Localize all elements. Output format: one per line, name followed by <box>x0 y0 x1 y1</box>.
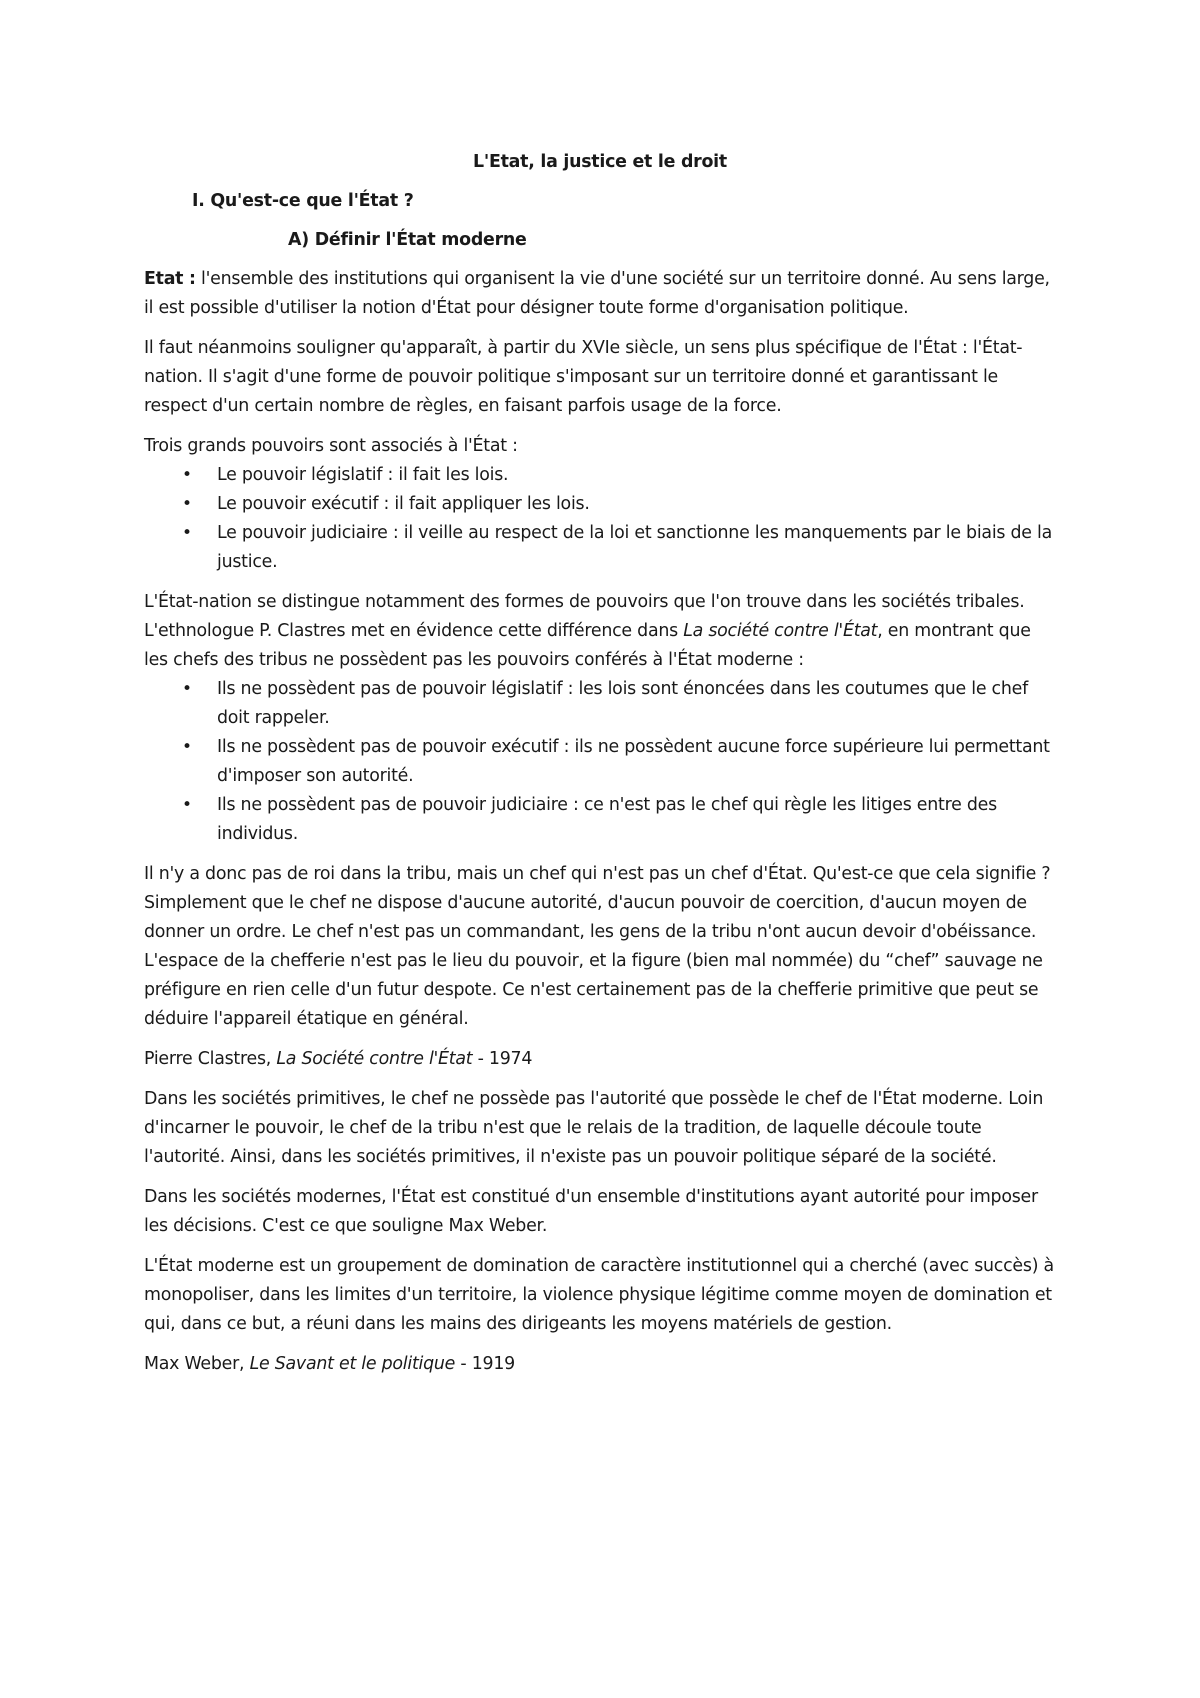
modern-societies-paragraph: Dans les sociétés modernes, l'État est constitué d'un ensemble d'institutions ayant autorité pour imposer les décisions. C'est ce que souligne Max Weber. <box>144 1187 1038 1236</box>
weber-quote: L'État moderne est un groupement de domination de caractère institutionnel qui a cherché (avec succès) à monopoliser, dans les limites d'un territoire, la violence physique légitime comme moyen de domination et qui, dans ce but, a réuni dans les mains des dirigeants les moyens matériels de gestion. <box>144 1256 1054 1334</box>
bullet-icon: • <box>182 465 192 485</box>
list-item <box>144 519 1056 577</box>
citation-work: Le Savant et le politique <box>249 1354 456 1374</box>
clastres-intro-text: L'État-nation se distingue notamment des formes de pouvoirs que l'on trouve dans les sociétés tribales. L'ethnologue P. Clastres met en évidence cette différence dans <box>144 592 1025 641</box>
section-heading-1: I. Qu'est-ce que l'État ? <box>192 191 414 211</box>
clastres-intro-text-end: , en montrant que les chefs des tribus ne possèdent pas les pouvoirs conférés à l'État moderne : <box>144 621 1031 670</box>
document-title: L'Etat, la justice et le droit <box>473 152 727 172</box>
list-item-text: Ils ne possèdent pas de pouvoir judiciaire : ce n'est pas le chef qui règle les litiges entre des individus. <box>217 795 997 844</box>
tribal-points-list <box>144 675 1056 849</box>
citation-year: - 1974 <box>472 1049 533 1069</box>
list-item-text: Le pouvoir judiciaire : il veille au respect de la loi et sanctionne les manquements par le biais de la justice. <box>217 523 1053 572</box>
definition-term: Etat : <box>144 269 196 289</box>
citation-year: - 1919 <box>455 1354 515 1374</box>
definition-paragraph <box>144 265 1056 323</box>
powers-intro: Trois grands pouvoirs sont associés à l'État : <box>144 436 518 456</box>
bullet-icon: • <box>182 494 192 514</box>
clastres-quote: Il n'y a donc pas de roi dans la tribu, mais un chef qui n'est pas un chef d'État. Qu'est-ce que cela signifie ? Simplement que le chef ne dispose d'aucune autorité, d'aucun pouvoir de coercition, d'aucun moyen de donner un ordre. Le chef n'est pas un commandant, les gens de la tribu n'ont aucun devoir d'obéissance. L'espace de la chefferie n'est pas le lieu du pouvoir, et la figure (bien mal nommée) du “chef” sauvage ne préfigure en rien celle d'un futur despote. Ce n'est certainement pas de la chefferie primitive que peut se déduire l'appareil étatique en général. <box>144 864 1051 1029</box>
definition-text: l'ensemble des institutions qui organisent la vie d'une société sur un territoire donné. Au sens large, il est possible d'utiliser la notion d'État pour désigner toute forme d'organisation politique. <box>144 269 1050 318</box>
powers-list <box>144 461 1056 577</box>
bullet-icon: • <box>182 737 192 757</box>
list-item-text: Le pouvoir exécutif : il fait appliquer les lois. <box>217 494 590 514</box>
etat-nation-paragraph: Il faut néanmoins souligner qu'apparaît, à partir du XVIe siècle, un sens plus spécifique de l'État : l'État-nation. Il s'agit d'une forme de pouvoir politique s'imposant sur un territoire donné et garantissant le respect d'un certain nombre de règles, en faisant parfois usage de la force. <box>144 338 1023 416</box>
clastres-citation <box>144 1045 1056 1074</box>
clastres-book-title: La société contre l'État <box>683 621 878 641</box>
bullet-icon: • <box>182 679 192 699</box>
list-item-text: Ils ne possèdent pas de pouvoir exécutif : ils ne possèdent aucune force supérieure lui permettant d'imposer son autorité. <box>217 737 1050 786</box>
weber-citation <box>144 1350 1056 1379</box>
subsection-heading-a: A) Définir l'État moderne <box>288 230 527 250</box>
list-item <box>144 733 1056 791</box>
bullet-icon: • <box>182 795 192 815</box>
citation-author: Pierre Clastres, <box>144 1049 277 1069</box>
list-item-text: Le pouvoir législatif : il fait les lois. <box>217 465 509 485</box>
document-body <box>144 136 1056 1379</box>
list-item-text: Ils ne possèdent pas de pouvoir législatif : les lois sont énoncées dans les coutumes que le chef doit rappeler. <box>217 679 1028 728</box>
list-item <box>144 791 1056 849</box>
clastres-intro-paragraph <box>144 588 1056 675</box>
list-item <box>144 461 1056 490</box>
bullet-icon: • <box>182 523 192 543</box>
citation-author: Max Weber, <box>144 1354 250 1374</box>
citation-work: La Société contre l'État <box>276 1049 473 1069</box>
list-item <box>144 675 1056 733</box>
list-item <box>144 490 1056 519</box>
primitive-societies-paragraph: Dans les sociétés primitives, le chef ne possède pas l'autorité que possède le chef de l'État moderne. Loin d'incarner le pouvoir, le chef de la tribu n'est que le relais de la tradition, de laquelle découle toute l'autorité. Ainsi, dans les sociétés primitives, il n'existe pas un pouvoir politique séparé de la société. <box>144 1089 1044 1167</box>
